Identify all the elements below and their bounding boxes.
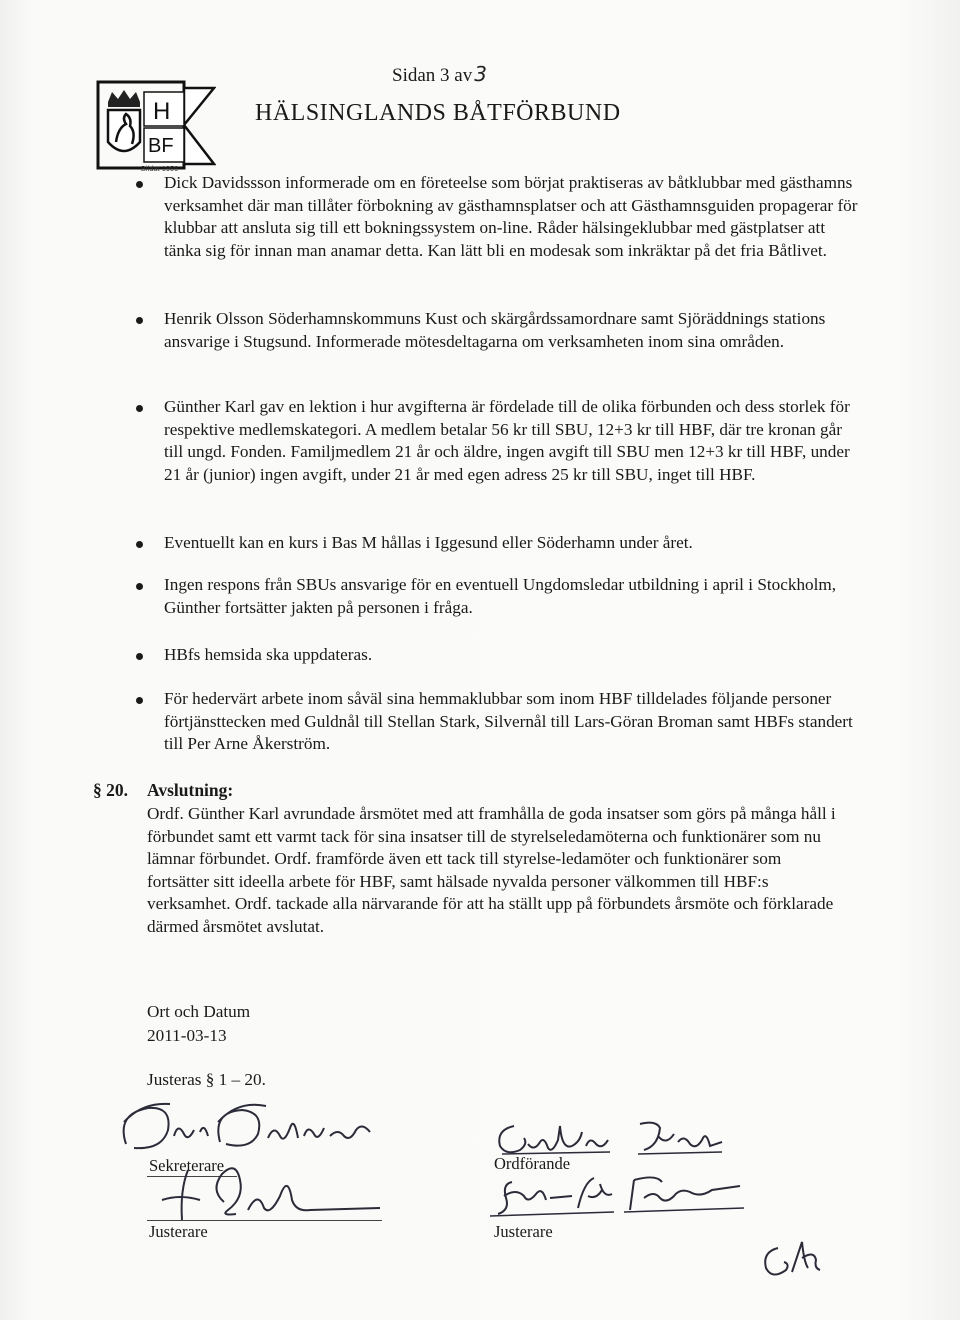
list-item-text: Eventuellt kan en kurs i Bas M hållas i Iggesund eller Söderhamn under året. xyxy=(164,533,693,552)
bullet-icon xyxy=(136,181,143,188)
logo-caption: Bildat 1956 xyxy=(141,166,179,173)
page-number xyxy=(392,62,487,87)
adjuster-left-signature xyxy=(140,1150,390,1230)
bullet-icon xyxy=(136,405,143,412)
adjusted-sections: Justeras § 1 – 20. xyxy=(147,1070,266,1089)
list-item xyxy=(136,532,854,555)
place-date-label: Ort och Datum xyxy=(147,1002,251,1021)
page-total-handwritten: 3 xyxy=(474,62,487,86)
list-item xyxy=(136,396,854,486)
logo-letters-bf: BF xyxy=(148,135,174,157)
section-body: Ordf. Günther Karl avrundade årsmötet med att framhålla de goda insatser som görs på många håll i förbundet samt ett varmt tack för sina insatser till de styrelseledamöterna och funktionärer som nu lämnar förbundet. Ordf. framförde även ett tack till styrelse-ledamöter och funktionärer som fortsätter sitt ideella arbete för HBF, samt hälsade nyvalda personer välkommen till HBF:s verksamhet. Ordf. tackade alla närvarande för att ha ställt upp på förbundets årsmöte och förklarade därmed årsmötet avslutat. xyxy=(147,804,836,936)
bullet-icon xyxy=(136,541,143,548)
crown-icon xyxy=(108,90,140,107)
meeting-date: 2011-03-13 xyxy=(147,1026,227,1045)
logo-letter-h: H xyxy=(153,98,171,125)
bullet-icon xyxy=(136,317,143,324)
secretary-label: Sekreterare xyxy=(149,1156,225,1175)
section-number: § 20. xyxy=(93,780,128,800)
section-heading: Avslutning: xyxy=(147,780,234,800)
club-logo xyxy=(96,80,216,172)
bullet-icon xyxy=(136,697,143,704)
list-item-text: För hedervärt arbete inom såväl sina hemmaklubbar som inom HBF tilldelades följande personer förtjänsttecken med Guldnål till Stellan Stark, Silvernål till Lars-Göran Broman samt HBFs standert till Per Arne Åkerström. xyxy=(164,689,853,754)
list-item xyxy=(136,172,864,262)
bullet-icon xyxy=(136,583,143,590)
initials-mark xyxy=(758,1228,830,1284)
list-item xyxy=(136,308,854,353)
list-item xyxy=(136,644,854,667)
bullet-icon xyxy=(136,653,143,660)
goat-crest-icon xyxy=(108,110,140,151)
adjuster-right-signature xyxy=(484,1168,754,1224)
page-number-label: Sidan 3 av xyxy=(392,65,473,86)
organization-title: HÄLSINGLANDS BÅTFÖRBUND xyxy=(255,100,621,126)
adjuster-left-signature-line xyxy=(147,1220,382,1221)
list-item-text: HBfs hemsida ska uppdateras. xyxy=(164,645,373,664)
adjuster-right-label: Justerare xyxy=(494,1222,553,1241)
adjuster-left-label: Justerare xyxy=(149,1222,208,1241)
list-item-text: Henrik Olsson Söderhamnskommuns Kust och skärgårdssamordnare samt Sjöräddnings stations ansvarige i Stugsund. Informerade mötesdeltagarna om verksamheten inom sina områden. xyxy=(164,309,826,351)
chair-label: Ordförande xyxy=(494,1154,571,1173)
list-item xyxy=(136,574,854,619)
list-item-text: Ingen respons från SBUs ansvarige för en eventuell Ungdomsledar utbildning i april i Stockholm, Günther fortsätter jakten på personen i fråga. xyxy=(164,575,837,617)
list-item-text: Günther Karl gav en lektion i hur avgifterna är fördelade till de olika förbunden och dess storlek för respektive medlemskategori. A medlem betalar 56 kr till SBU, 12+3 kr till HBF, där tre kronan går till ungd. Fonden. Familjmedlem 21 år och äldre, ingen avgift till SBU men 12+3 kr till HBF, under 21 år (junior) ingen avgift, under 21 år med egen adress 25 kr till SBU, inget till HBF. xyxy=(164,397,850,484)
list-item xyxy=(136,688,854,756)
list-item-text: Dick Davidssson informerade om en företeelse som börjat praktiseras av båtklubbar med gästhamns verksamhet där man tillåter förbokning av gästhamnsplatser och att Gästhamnsguiden propagerar för klubbar att ansluta sig till ett bokningssystem on-line. Råder hälsingeklubbar med gästplatser att tänka sig för innan man anamar detta. Kan lätt bli en modesak som inkräktar på det fria Båtlivet. xyxy=(164,173,858,260)
